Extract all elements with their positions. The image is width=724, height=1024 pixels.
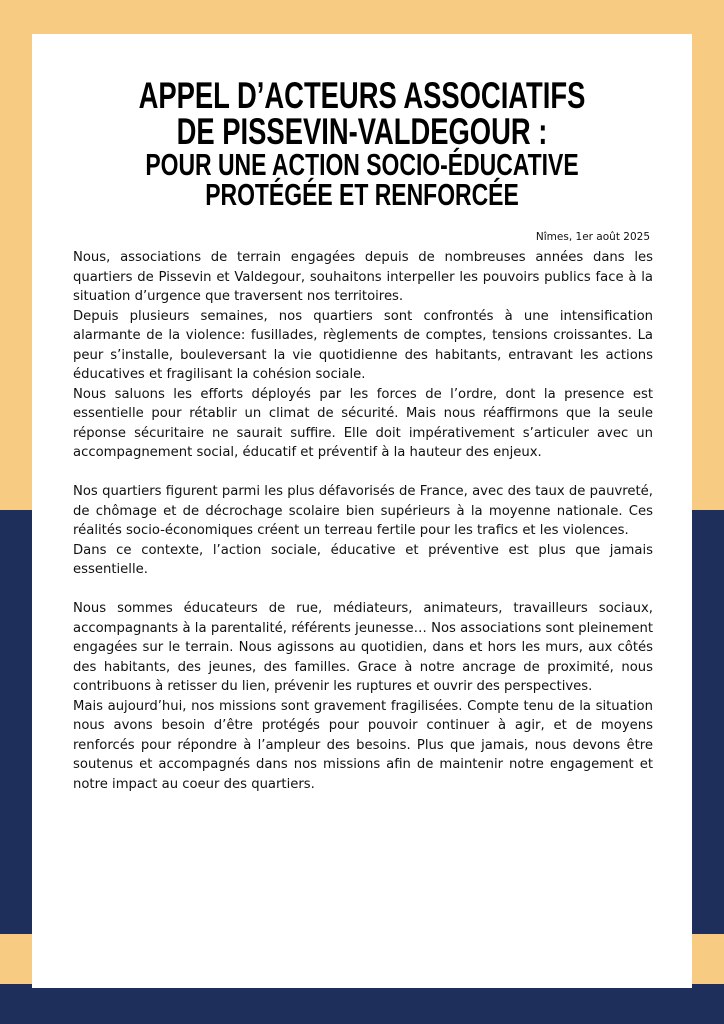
paragraph-spacer <box>73 463 653 483</box>
title-line-4: PROTÉGÉE ET RENFORCÉE <box>205 177 519 212</box>
title-line-2: DE PISSEVIN-VALDEGOUR : <box>176 111 548 152</box>
title-line-3: POUR UNE ACTION SOCIO-ÉDUCATIVE <box>145 147 579 182</box>
paragraph-call: Mais aujourd’hui, nos missions sont gravement fragilisées. Compte tenu de la situation nous avons besoin d’être protégés pour pouvoir continuer à agir, et de moyens renforcés pour répondre à l’ampleur des besoins. Plus que jamais, nous devons être soutenus et accompagnés dans nos missions afin de maintenir notre engagement et notre impact au coeur des quartiers. <box>73 698 653 792</box>
document-date: Nîmes, 1er août 2025 <box>535 231 650 243</box>
paragraph-engagement: Nous sommes éducateurs de rue, médiateurs, animateurs, travailleurs sociaux, accompagnants à la parentalité, référents jeunesse… Nos associations sont pleinement engagées sur le terrain. Nous agissons au quotidien, dans et hors les murs, aux côtés des habitants, des jeunes, des familles. Grace à notre ancrage de proximité, nous contribuons à retisser du lien, prévenir les ruptures et ouvrir des perspectives. <box>73 601 653 694</box>
document-body <box>73 248 653 794</box>
title-line-1: APPEL D’ACTEURS ASSOCIATIFS <box>138 75 586 116</box>
paragraph-spacer <box>73 580 653 600</box>
paragraph-intro: Nous, associations de terrain engagées depuis de nombreuses années dans les quartiers de Pissevin et Valdegour, souhaitons interpeller les pouvoirs publics face à la situation d’urgence que traversent nos territoires. <box>73 250 653 304</box>
paragraph-security: Nous saluons les efforts déployés par les forces de l’ordre, dont la presence est essentielle pour rétablir un climat de sécurité. Mais nous réaffirmons que la seule réponse sécuritaire ne saurait suffire. Elle doit impérativement s’articuler avec un accompagnement social, éducatif et préventif à la hauteur des enjeux. <box>73 386 653 460</box>
paragraph-violence: Depuis plusieurs semaines, nos quartiers sont confrontés à une intensification alarmante de la violence: fusillades, règlements de comptes, tensions croissantes. La peur s’installe, bouleversant la vie quotidienne des habitants, entravant les actions éducatives et fragilisant la cohésion sociale. <box>73 308 653 382</box>
document-page <box>32 34 692 988</box>
paragraph-essential: Dans ce contexte, l’action sociale, éducative et préventive est plus que jamais essentielle. <box>73 542 653 577</box>
paragraph-context: Nos quartiers figurent parmi les plus défavorisés de France, avec des taux de pauvreté, de chômage et de décrochage scolaire bien supérieurs à la moyenne nationale. Ces réalités socio-économiques créent un terreau fertile pour les trafics et les violences. <box>73 484 653 538</box>
document-title <box>118 75 606 212</box>
